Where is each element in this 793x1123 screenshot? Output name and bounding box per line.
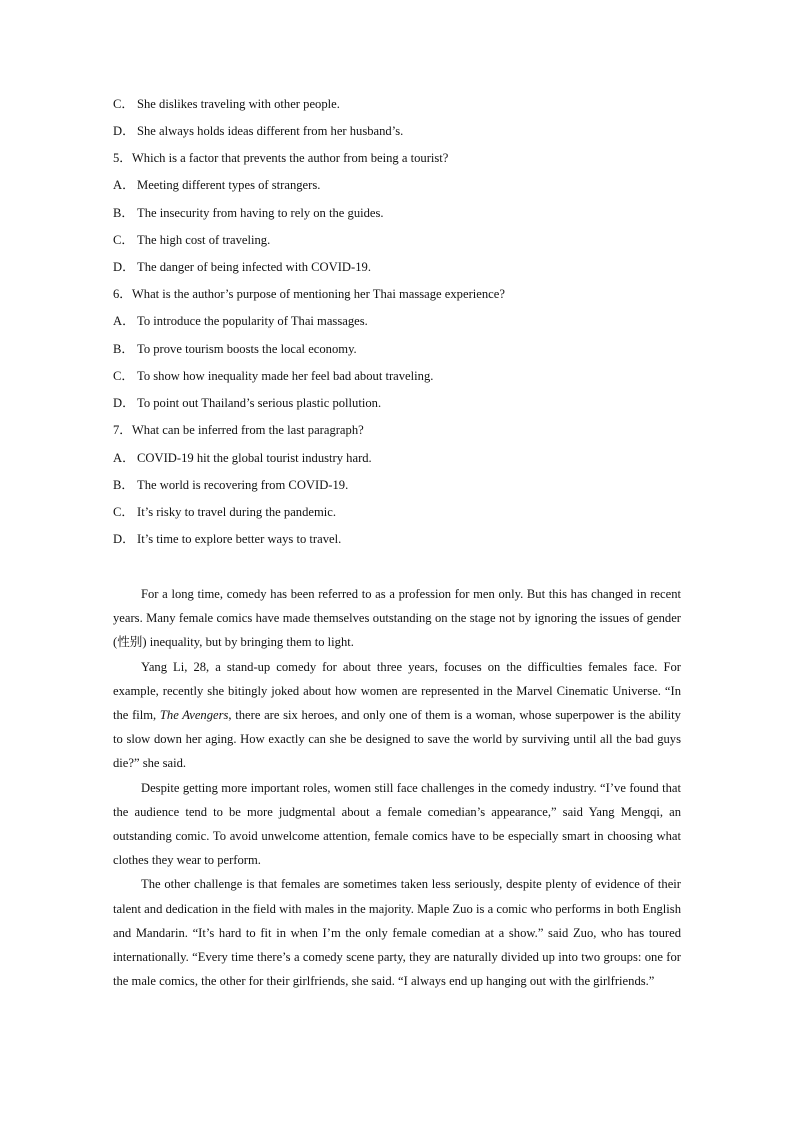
option-text: It’s time to explore better ways to travel. [137,532,342,546]
option-text: To introduce the popularity of Thai massages. [137,314,368,328]
option-letter: B． [113,206,134,220]
option-letter: A． [113,178,135,192]
q7-option-c [113,504,336,520]
passage-paragraph-1: For a long time, comedy has been referred to as a profession for men only. But this has changed in recent years. Many female comics have made themselves outstanding on the stage not by ignoring the issues of gender (性别) inequality, but by bringing them to light. [113,587,681,650]
q6-option-b [113,341,357,357]
reading-passage [113,582,681,993]
option-text: The world is recovering from COVID-19. [137,478,349,492]
option-letter: A． [113,451,135,465]
q5-option-d [113,259,371,275]
q7-option-a [113,450,372,466]
option-text: To prove tourism boosts the local economy. [137,342,357,356]
q4-option-d [113,123,403,139]
q5-stem: 5．Which is a factor that prevents the author from being a tourist? [113,151,449,165]
q5-option-c [113,232,270,248]
q6-option-a [113,313,368,329]
q6-option-c [113,368,433,384]
film-title: The Avengers [159,708,229,723]
option-text: It’s risky to travel during the pandemic. [137,505,337,519]
passage-paragraph-2 [113,655,681,776]
passage-paragraph-3: Despite getting more important roles, women still face challenges in the comedy industry. “I’ve found that the audience tend to be more judgmental about a female comedian’s appearance,” said Yang Mengqi, an outstanding comic. To avoid unwelcome attention, female comics have to be especially smart in choosing what clothes they wear to perform. [113,780,681,868]
option-text: The high cost of traveling. [137,233,271,247]
option-text: The insecurity from having to rely on the guides. [137,206,384,220]
q7-stem: 7．What can be inferred from the last paragraph? [113,423,364,437]
option-letter: D． [113,396,135,410]
option-letter: B． [113,478,134,492]
option-letter: B． [113,342,134,356]
option-letter: C． [113,233,134,247]
q5-option-b [113,205,384,221]
paragraph-text: Yang Li, 28, a stand-up comedy for about three years, focuses on the difficulties females face. For example, recently she bitingly joked about how women are represented in the Marvel Cinematic Universe. “In the film, [113,659,681,723]
option-letter: C． [113,97,134,111]
q7-option-b [113,477,348,493]
paragraph-text: , there are six heroes, and only one of them is a woman, whose superpower is the ability to slow down her aging. How exactly can she be designed to save the world by surviving until all the bad guys die?” she said. [113,708,681,771]
passage-paragraph-4: The other challenge is that females are sometimes taken less seriously, despite plenty of evidence of their talent and dedication in the field with males in the majority. Maple Zuo is a comic who performs in both English and Mandarin. “It’s hard to fit in when I’m the only female comedian at a show.” said Zuo, who has toured internationally. “Every time there’s a comedy scene party, they are naturally divided up into two groups: one for the male comics, the other for their girlfriends, she said. “I always end up hanging out with the girlfriends.” [113,877,681,989]
q7-option-d [113,531,341,547]
option-letter: D． [113,124,135,138]
option-text: She always holds ideas different from her husband’s. [137,124,404,138]
option-text: To show how inequality made her feel bad about traveling. [137,369,434,383]
option-letter: A． [113,314,135,328]
option-letter: D． [113,532,135,546]
q6-option-d [113,395,381,411]
option-text: She dislikes traveling with other people. [137,97,340,111]
option-letter: D． [113,260,135,274]
option-text: The danger of being infected with COVID-19. [137,260,371,274]
q4-option-c [113,96,340,112]
option-letter: C． [113,369,134,383]
option-text: To point out Thailand’s serious plastic pollution. [137,396,382,410]
option-text: COVID-19 hit the global tourist industry hard. [137,451,372,465]
q6-stem: 6．What is the author’s purpose of mentioning her Thai massage experience? [113,287,505,301]
q5-option-a [113,177,320,193]
option-text: Meeting different types of strangers. [137,178,321,192]
option-letter: C． [113,505,134,519]
